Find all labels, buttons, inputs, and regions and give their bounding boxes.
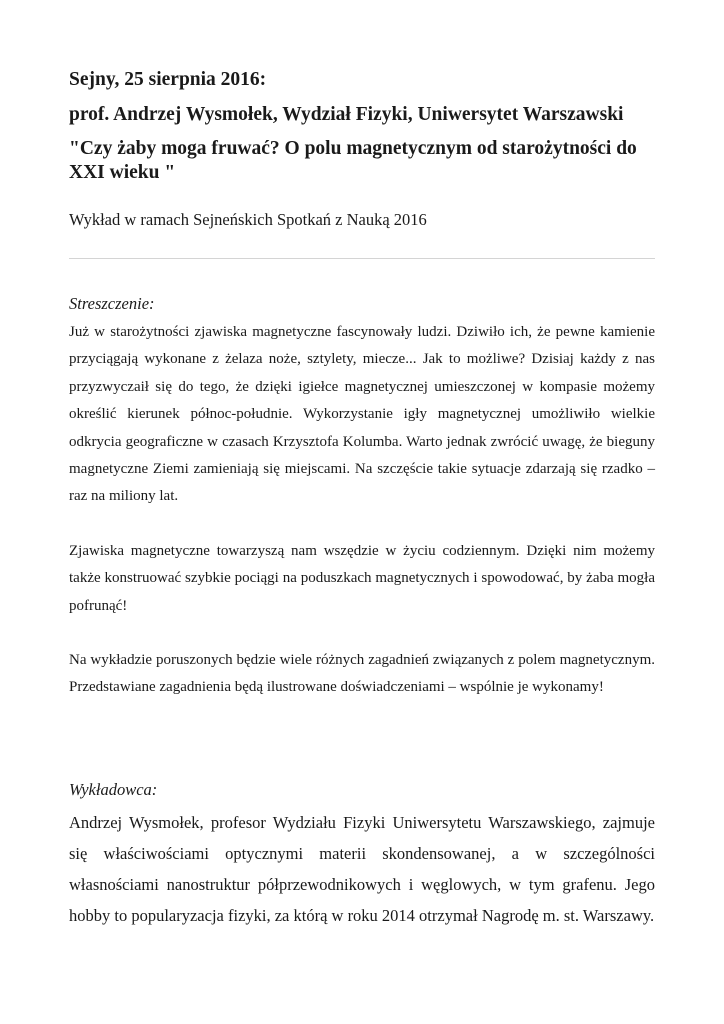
date-line: Sejny, 25 sierpnia 2016:	[69, 69, 267, 90]
lecturer-label: Wykładowca:	[69, 780, 158, 799]
abstract-paragraph: Zjawiska magnetyczne towarzyszą nam wszędzie w życiu codziennym. Dzięki nim możemy także konstruować szybkie pociągi na poduszkach magnetycznych i spowodować, by żaba mogła pofrunąć!	[69, 543, 655, 614]
lecture-subtitle: Wykład w ramach Sejneńskich Spotkań z Nauką 2016	[69, 210, 427, 229]
abstract-label: Streszczenie:	[69, 294, 155, 313]
author-line: prof. Andrzej Wysmołek, Wydział Fizyki, Uniwersytet Warszawski	[69, 104, 624, 125]
abstract-paragraph: Na wykładzie poruszonych będzie wiele różnych zagadnień związanych z polem magnetycznym. Przedstawiane zagadnienia będą ilustrowane doświadczeniami – wspólnie je wykonamy!	[69, 652, 655, 696]
lecture-title: "Czy żaby moga fruwać? O polu magnetycznym od starożytności do XXI wieku "	[69, 138, 637, 183]
lecturer-bio: Andrzej Wysmołek, profesor Wydziału Fizyki Uniwersytetu Warszawskiego, zajmuje się właściwościami optycznymi materii skondensowanej, a w szczególności własnościami nanostruktur półprzewodnikowych i węglowych, w tym grafenu. Jego hobby to popularyzacja fizyki, za którą w roku 2014 otrzymał Nagrodę m. st. Warszawy.	[69, 813, 655, 925]
horizontal-divider	[69, 258, 655, 259]
abstract-paragraph: Już w starożytności zjawiska magnetyczne fascynowały ludzi. Dziwiło ich, że pewne kamienie przyciągają wykonane z żelaza noże, sztylety, miecze... Jak to możliwe? Dzisiaj każdy z nas przyzwyczaił się do tego, że dzięki igiełce magnetycznej umieszczonej w kompasie możemy określić kierunek północ-południe. Wykorzystanie igły magnetycznej umożliwiło wielkie odkrycia geograficzne w czasach Krzysztofa Kolumba. Warto jednak zwrócić uwagę, że bieguny magnetyczne Ziemi zamieniają się miejscami. Na szczęście takie sytuacje zdarzają się rzadko – raz na miliony lat.	[69, 324, 655, 505]
